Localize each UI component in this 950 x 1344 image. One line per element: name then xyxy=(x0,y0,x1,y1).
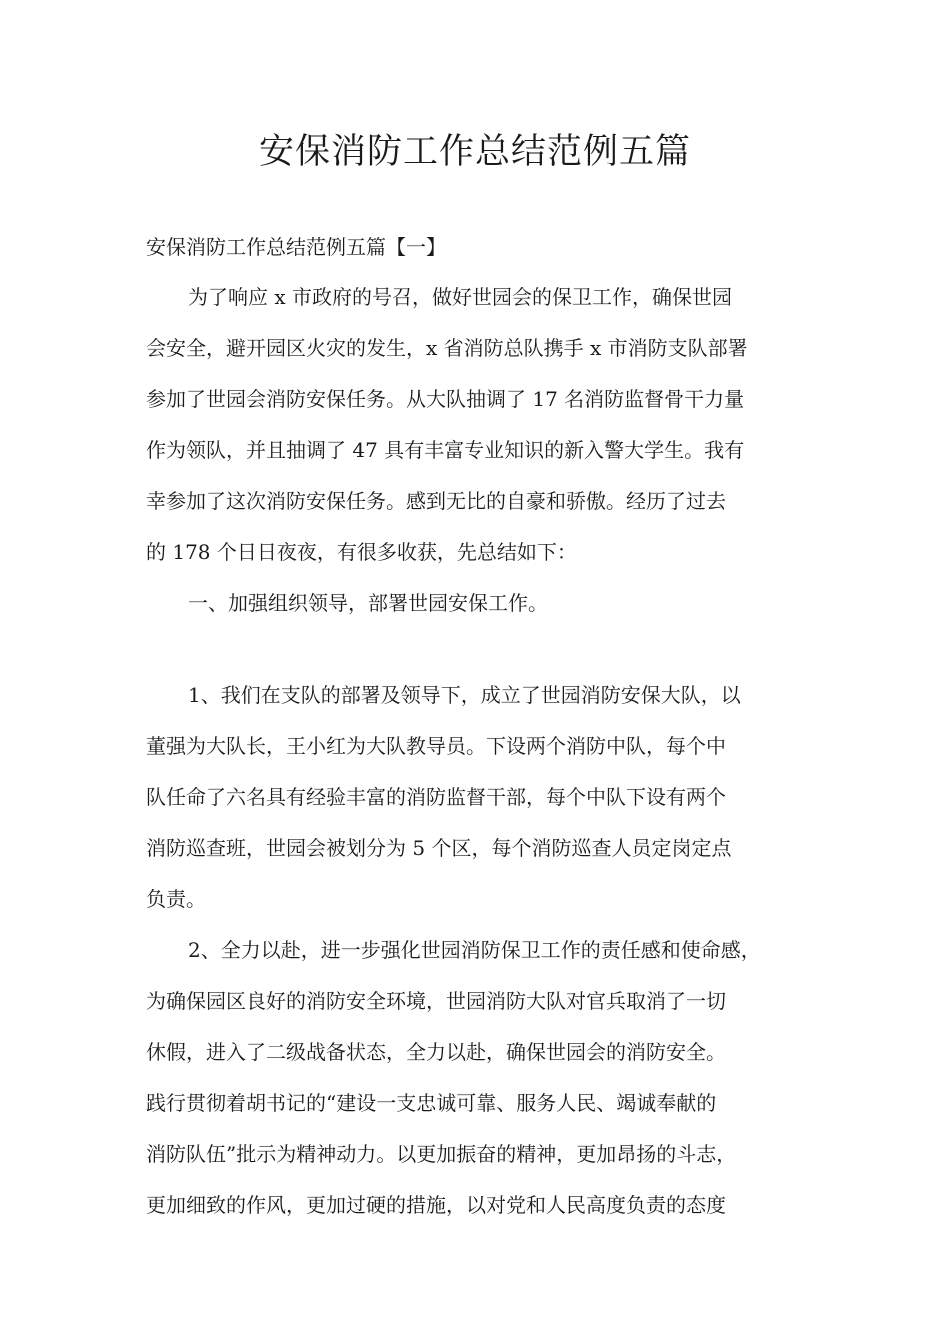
paragraph-line: 2、全力以赴，进一步强化世园消防保卫工作的责任感和使命感， xyxy=(188,938,761,962)
paragraph-line: 队任命了六名具有经验丰富的消防监督干部，每个中队下设有两个 xyxy=(146,785,726,809)
paragraph-line: 董强为大队长，王小红为大队教导员。下设两个消防中队，每个中 xyxy=(146,734,726,758)
paragraph-line: 休假，进入了二级战备状态，全力以赴，确保世园会的消防安全。 xyxy=(146,1040,726,1064)
paragraph-line: 为了响应 x 市政府的号召，做好世园会的保卫工作，确保世园 xyxy=(188,285,732,309)
body-paragraph xyxy=(146,925,808,1231)
paragraph-line: 一、加强组织领导，部署世园安保工作。 xyxy=(188,591,548,615)
paragraph-line: 幸参加了这次消防安保任务。感到无比的自豪和骄傲。经历了过去 xyxy=(146,489,726,513)
paragraph-line: 消防巡查班，世园会被划分为 5 个区，每个消防巡查人员定岗定点 xyxy=(146,836,732,860)
paragraph-line: 为确保园区良好的消防安全环境，世园消防大队对官兵取消了一切 xyxy=(146,989,726,1013)
paragraph-line: 参加了世园会消防安保任务。从大队抽调了 17 名消防监督骨干力量 xyxy=(146,387,745,411)
body-paragraph xyxy=(146,272,808,578)
paragraph-line: 更加细致的作风，更加过硬的措施，以对党和人民高度负责的态度 xyxy=(146,1193,726,1217)
subsection-heading xyxy=(146,578,808,629)
paragraph-line: 1、我们在支队的部署及领导下，成立了世园消防安保大队，以 xyxy=(188,683,741,707)
paragraph-line: 的 178 个日日夜夜，有很多收获，先总结如下： xyxy=(146,540,577,564)
paragraph-line: 负责。 xyxy=(146,887,206,911)
paragraph-line: 践行贯彻着胡书记的“建设一支忠诚可靠、服务人民、竭诚奉献的 xyxy=(146,1091,717,1115)
paragraph-line: 作为领队，并且抽调了 47 具有丰富专业知识的新入警大学生。我有 xyxy=(146,438,745,462)
paragraph-line: 消防队伍”批示为精神动力。以更加振奋的精神，更加昂扬的斗志， xyxy=(146,1142,737,1166)
body-paragraph xyxy=(146,670,808,925)
section-heading: 安保消防工作总结范例五篇【一】 xyxy=(146,235,446,259)
document-title: 安保消防工作总结范例五篇 xyxy=(258,132,691,172)
paragraph-line: 会安全，避开园区火灾的发生，x 省消防总队携手 x 市消防支队部署 xyxy=(146,336,748,360)
